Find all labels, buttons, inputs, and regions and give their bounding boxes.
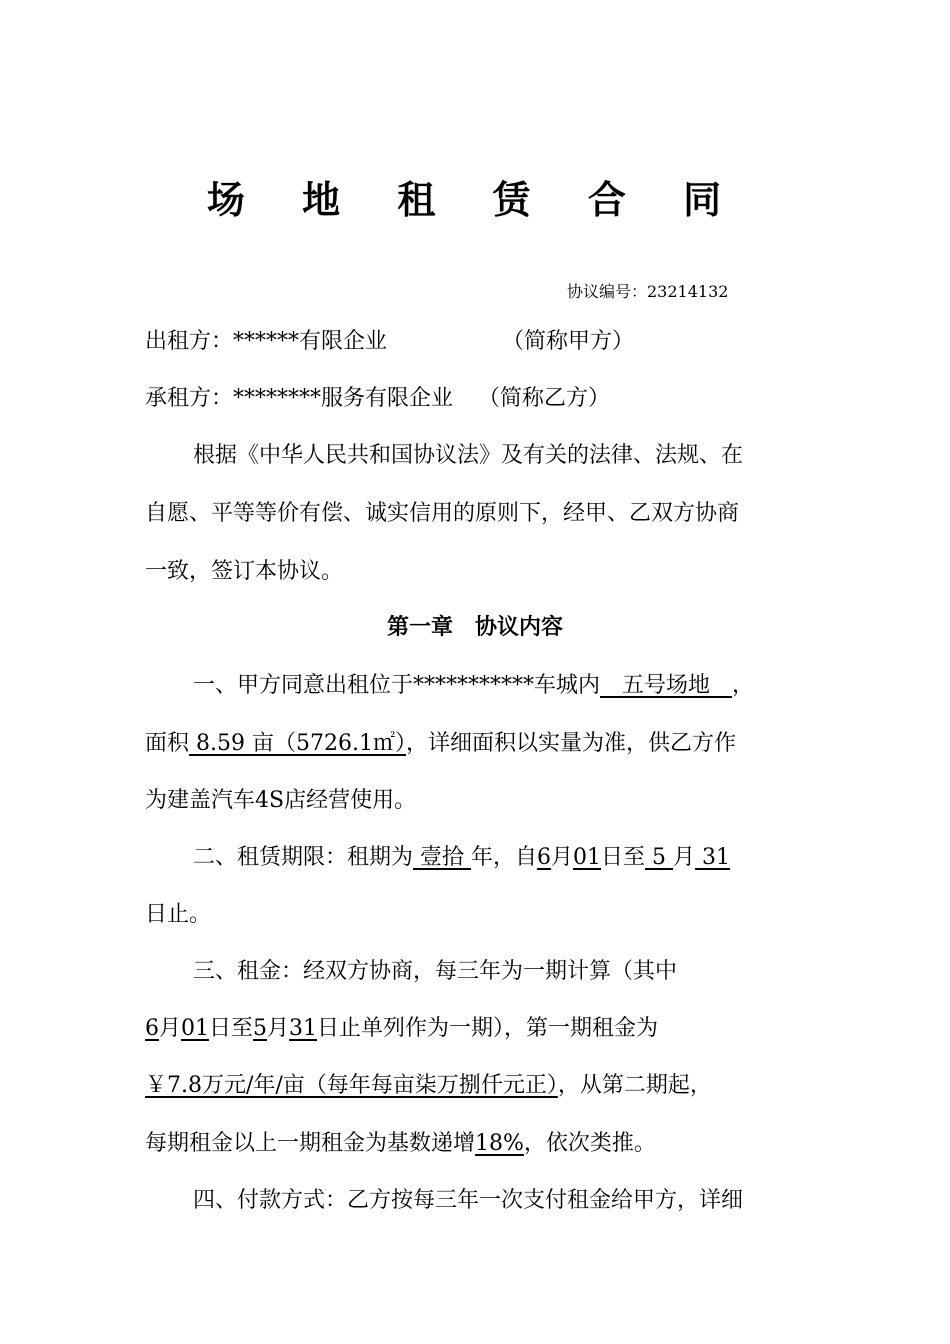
preamble-line-1: 根据《中华人民共和国协议法》及有关的法律、法规、在 [193,443,744,468]
rent-amount: ￥7.8万元/年/亩（每年每亩柒万捌仟元正） [145,1073,558,1098]
lessor-abbr: （简称甲方） [502,329,635,354]
rent-text: 日至 [209,1016,254,1041]
document-title: 场 地 租 赁 合 同 [206,178,744,222]
rent-text: 月 [267,1016,290,1041]
area-label: 面积 [145,731,190,756]
period-start-month: 6 [145,1016,159,1041]
clause3-line-4 [145,1129,656,1159]
start-day: 01 [573,845,602,870]
rent-text: 每期租金以上一期租金为基数递增 [145,1131,476,1156]
area-value: 8.59 亩（5726.1㎡） [189,731,406,756]
lessor-line [145,327,634,357]
clause1-punct: ， [732,673,755,698]
clause3-line-1: 三、租金：经双方协商，每三年为一期计算（其中 [193,959,678,984]
clause1-line-3: 为建盖汽车4S店经营使用。 [145,788,417,813]
clause2-line-2: 日止。 [145,902,212,927]
rent-text: ，从第二期起， [557,1073,712,1098]
period-end-month: 5 [253,1016,268,1041]
term-label: 二、租赁期限：租期为 [193,845,414,870]
preamble-line-2: 自愿、平等等价有偿、诚实信用的原则下，经甲、乙双方协商 [145,501,740,526]
period-start-day: 01 [181,1016,210,1041]
term-text: 月 [551,845,574,870]
rent-text: 月 [159,1016,182,1041]
increase-rate: 18% [475,1131,524,1156]
rent-text: 日止单列作为一期），第一期租金为 [317,1016,659,1041]
clause1-line-2 [145,729,736,759]
preamble-line-3: 一致，签订本协议。 [145,559,344,584]
clause3-line-2 [145,1014,658,1044]
clause1-text: 一、甲方同意出租位于***********车城内 [193,673,601,698]
term-text: 年，自 [471,845,538,870]
lessee-line [145,384,610,414]
lessee-abbr: （简称乙方） [478,386,611,411]
start-month: 6 [537,845,552,870]
end-month: 5 [645,845,674,870]
area-note: ，详细面积以实量为准，供乙方作 [405,731,736,756]
clause2-line-1 [193,843,730,873]
chapter-heading: 第一章 协议内容 [386,615,563,640]
contract-number: 协议编号：23214132 [567,282,729,301]
period-end-day: 31 [289,1016,318,1041]
clause3-line-3 [145,1071,712,1101]
term-text: 月 [673,845,696,870]
lessee-label: 承租方：********服务有限企业 [145,386,454,411]
end-day: 31 [695,845,731,870]
lessor-label: 出租方：******有限企业 [145,329,388,354]
site-name: 五号场地 [600,673,733,698]
clause1-line-1 [193,671,754,701]
clause4-line-1: 四、付款方式：乙方按每三年一次支付租金给甲方，详细 [193,1188,744,1213]
term-text: 日至 [601,845,646,870]
rent-text: ，依次类推。 [523,1131,656,1156]
term-years: 壹拾 [413,845,472,870]
